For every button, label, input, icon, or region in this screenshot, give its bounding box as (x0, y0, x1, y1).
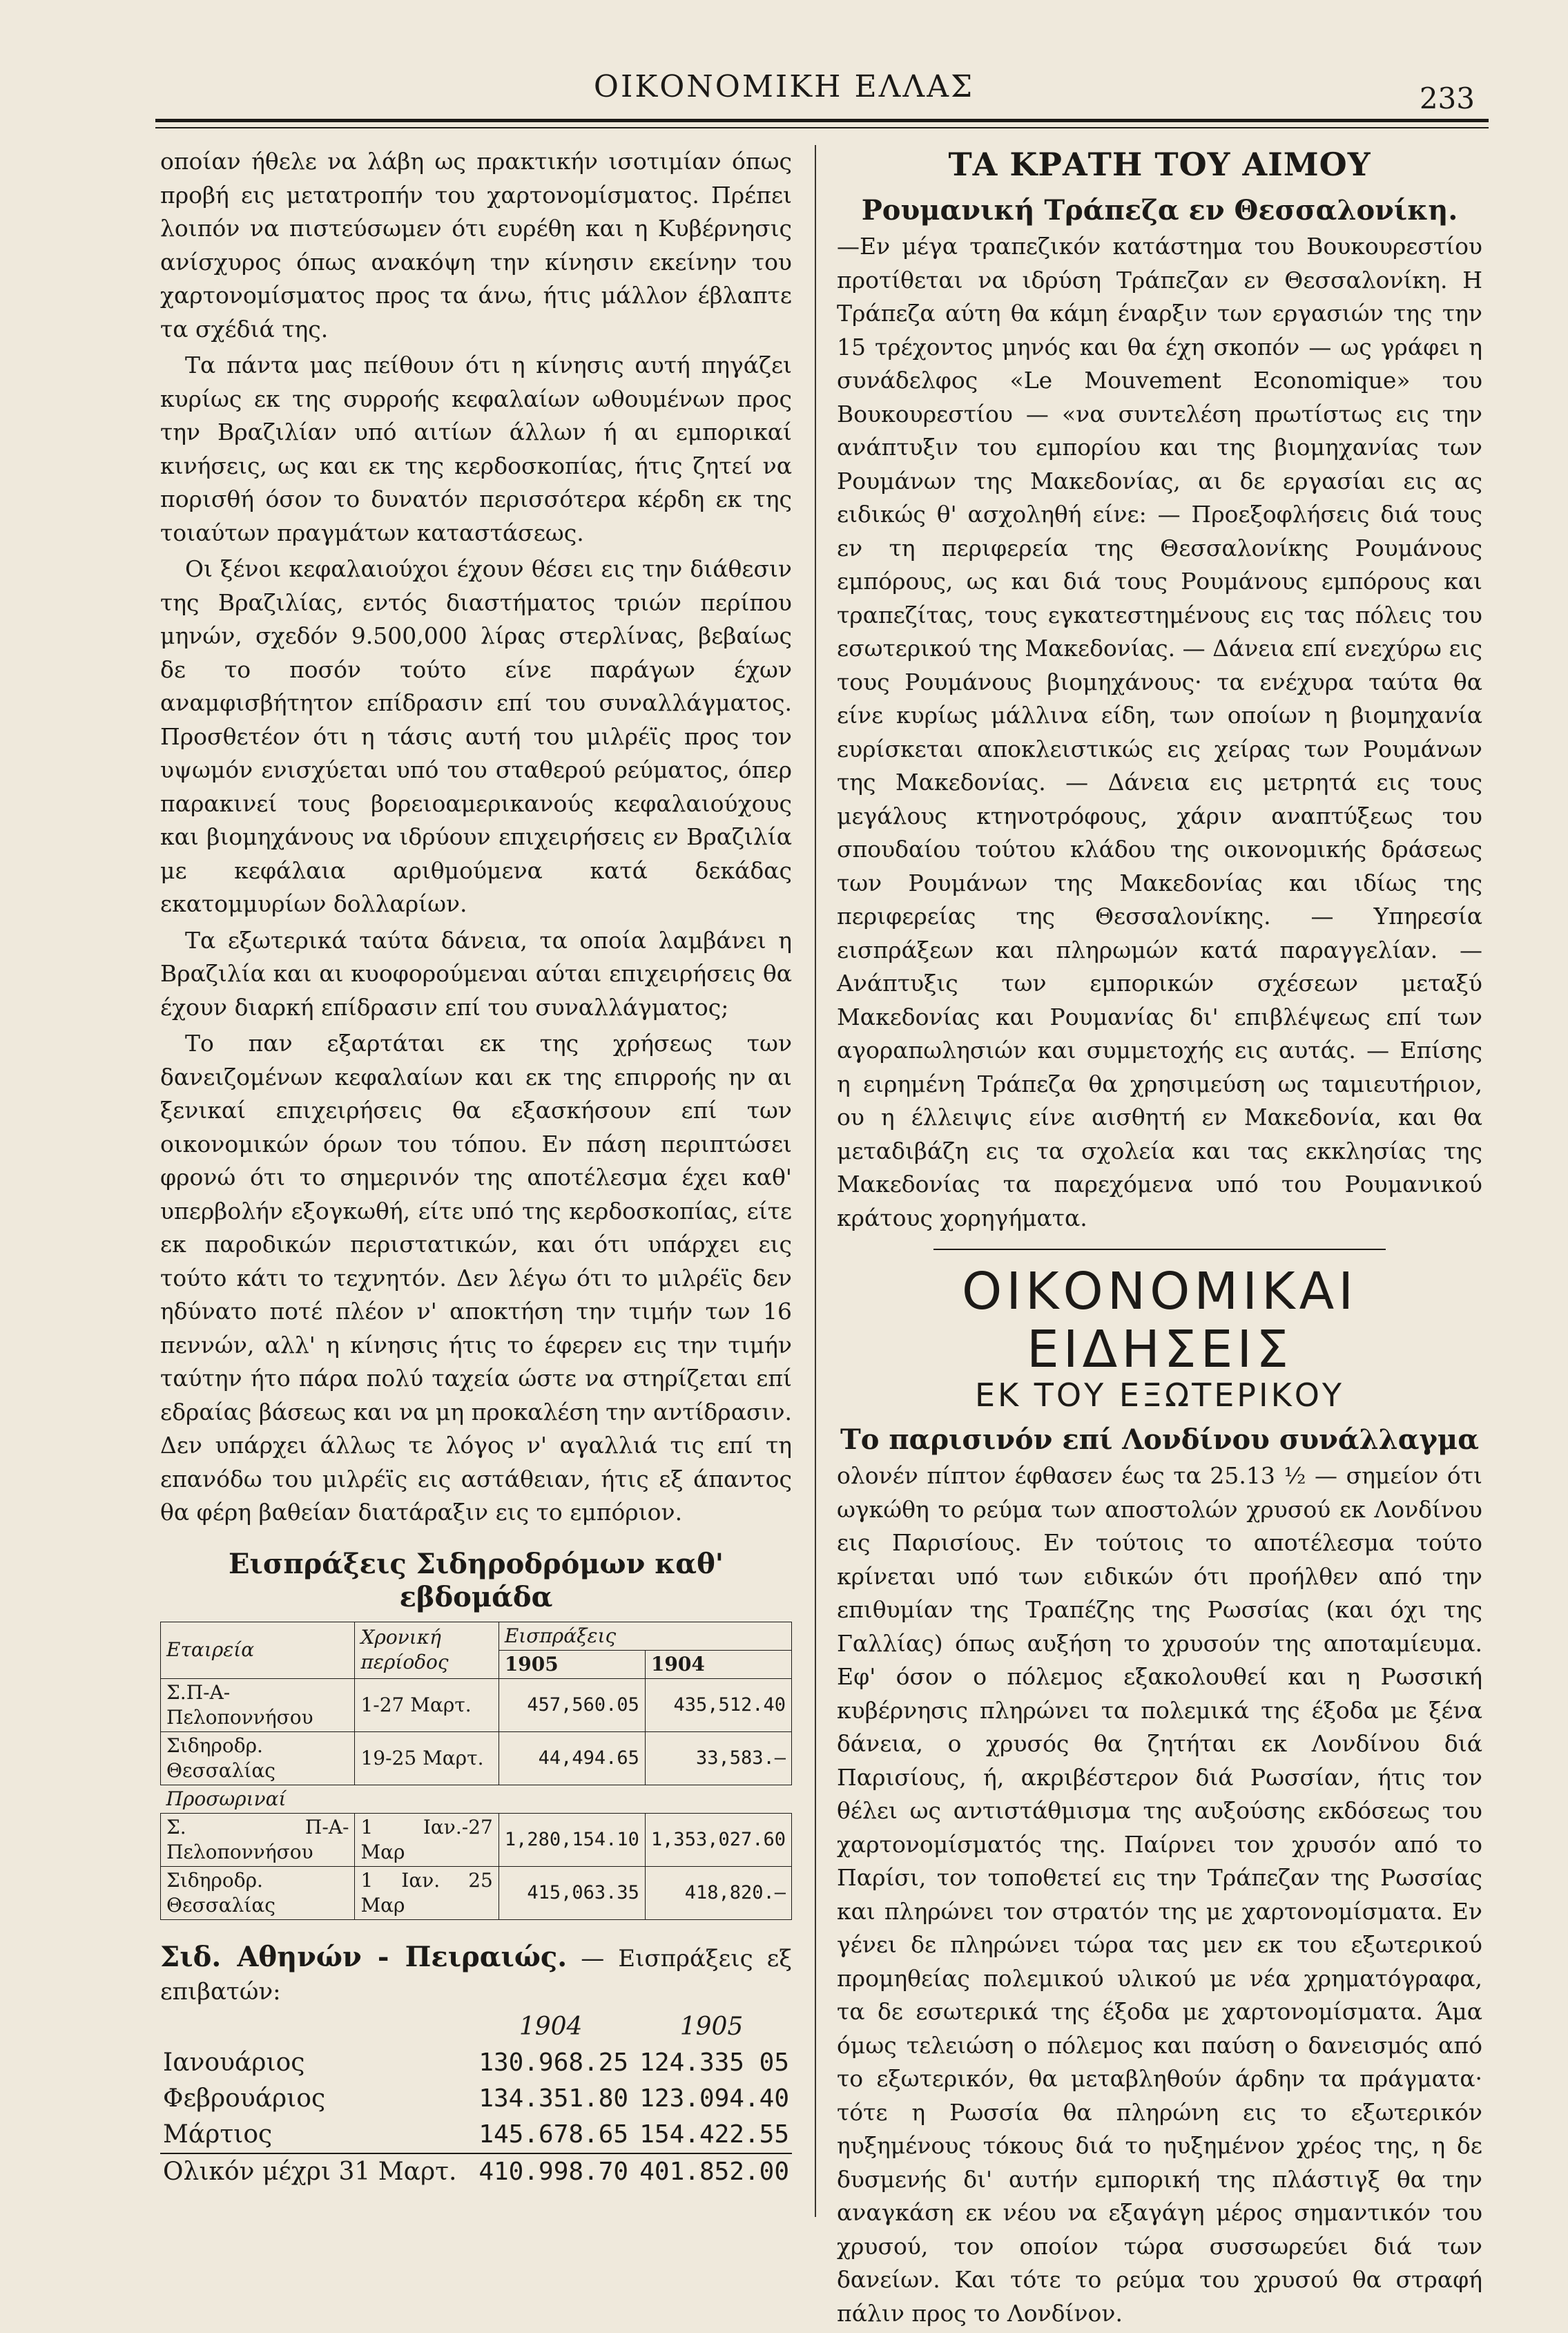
section-divider (837, 1243, 1482, 1254)
col-company: Εταιρεία (161, 1622, 355, 1678)
cell-company: Σιδηροδρ. Θεσσαλίας (161, 1866, 355, 1919)
paragraph: Το παν εξαρτάται εκ της χρήσεως των δανειζομένων κεφαλαίων και εκ της επιρροής ην αι ξενικαί επιχειρήσεις θα εξασκήσουν επί των οικονομικών όρων του τόπου. Εν πάση περιπτώσει φρονώ ότι το σημερινόν της αποτέλεσμα έχει καθ' υπερβολήν εξογκωθή, είτε υπό της κερδοσκοπίας, είτε εκ παροδικών περιστατικών, και ότι υπάρχει εις τούτο κάτι το τεχνητόν. Δεν λέγω ότι το μιλρέϊς δεν ηδύνατο ποτέ πλέον ν' αποκτήση την τιμήν των 16 πεννών, αλλ' η κίνησις ήτις το έφερεν εις την τιμήν ταύτην ήτο πάρα πολύ ταχεία ώστε να στηρίζεται επί εδραίας βάσεως και να μη προκαλέση την αντίδρασιν. Δεν υπάρχει άλλως τε λόγος ν' αγαλλιά τις επί τη επανόδω του μιλρέϊς εις αστάθειαν, ήτις εξ άπαντος θα φέρη βαθείαν διατάραξιν εις το εμπόριον. (160, 1030, 792, 1526)
paragraph: Οι ξένοι κεφαλαιούχοι έχουν θέσει εις την διάθεσιν της Βραζιλίας, εντός διαστήματος τριών περίπου μηνών, σχεδόν 9.500,000 λίρας στερλίνας, βεβαίως δε το ποσόν τούτο είνε παράγων έχων αναμφισβήτητον επίδρασιν επί του συναλλάγματος. Προσθετέον ότι η τάσις αυτή του μιλρέϊς προς τον υψωμόν ενισχύεται υπό του σταθερού ρεύματος, όπερ παρακινεί τους βορειοαμερικανούς κεφαλαιούχους και βιομηχάνους να ιδρύουν επιχειρήσεις εν Βραζιλία με κεφάλαια αριθμούμενα κατά δεκάδας εκατομμυρίων δολλαρίων. (160, 555, 792, 917)
cell-value-b: 435,512.40 (645, 1678, 791, 1731)
cell-value-a: 415,063.35 (499, 1866, 645, 1919)
cell-period: 1 Ιαν.-27 Μαρ (355, 1813, 499, 1866)
athens-subtitle: — Εισπράξεις εξ επιβατών: (160, 1944, 793, 2006)
cell-company: Σ.Π-Α-Πελοποννήσου (161, 1678, 355, 1731)
cell-value-a: 130.968.25 (478, 2048, 629, 2077)
article-text: —Εν μέγα τραπεζικόν κατάστημα του Βουκουρεστίου προτίθεται να ιδρύση Τράπεζαν εν Θεσσαλονίκη. Η Τράπεζα αύτη θα κάμη έναρξιν των εργασιών της την 15 τρέχοντος μηνός και θα έχη σκοπόν — ως γράφει η συνάδελφος «Le Mouvement Economique» του Βουκουρεστίου — «να συντελέση πρωτίστως εις την ανάπτυξιν του εμπορίου και της βιομηχανίας των Ρουμάνων της Μακεδονίας, αι δε εργασίαι εις ας ειδικώς θ' ασχοληθή είνε: — Προεξοφλήσεις διά τους εν τη περιφερεία της Θεσσαλονίκης Ρουμάνους εμπόρους, ως και διά τους Ρουμάνους εμπόρους και τραπεζίτας, τους εγκατεστημένους εις τας πόλεις του εσωτερικού της Μακεδονίας. — Δάνεια επί ενεχύρω εις τους Ρουμάνους βιομηχάνους· τα ενέχυρα ταύτα θα είνε κυρίως μάλλινα είδη, των οποίων η βιομηχανία ευρίσκεται αποκλειστικώς εις χείρας των Ρουμάνων της Μακεδονίας. — Δάνεια εις μετρητά εις τους μεγάλους κτηνοτρόφους, χάριν αναπτύξεως του σπουδαίου τούτου κλάδου της οικονομικής δράσεως των Ρουμάνων της Μακεδονίας και ιδίως της περιφερείας της Θεσσαλονίκης. — Υπηρεσία εισπράξεων και πληρωμών κατά παραγγελίαν. — Ανάπτυξις των εμπορικών σχέσεων μεταξύ Μακεδονίας και Ρουμανίας δι' επιβλέψεως επί των αγοραπωλησιών και συμμετοχής εις αυτάς. — Επίσης η ειρημένη Τράπεζα θα χρησιμεύση ως ταμιευτήριον, ου η έλλειψις είνε αισθητή εν Μακεδονία, και θα μεταδιβάζη εις τα σχολεία και τας εκκλησίας της Μακεδονίας τα παρεχόμενα υπό του Ρουμανικού κράτους χορηγήματα. (837, 233, 1482, 1231)
paragraph: Τα εξωτερικά ταύτα δάνεια, τα οποία λαμβάνει η Βραζιλία και αι κυοφορούμεναι αύται επιχειρήσεις θα έχουν διαρκή επίδρασιν επί του συναλλάγματος; (160, 926, 792, 1021)
left-column (160, 145, 792, 2190)
article-subhead: Το παρισινόν επί Λονδίνου συνάλλαγμα (840, 1423, 1479, 1456)
total-row (160, 2153, 792, 2190)
cell-value-b: 418,820.— (645, 1866, 791, 1919)
col-period: Χρονική περίοδος (355, 1622, 499, 1678)
col-year-b: 1904 (645, 1650, 791, 1678)
cell-month: Φεβρουάριος (163, 2084, 326, 2113)
table-row (161, 1813, 792, 1866)
table-row (160, 2081, 792, 2117)
article-subhead: Ρουμανική Τράπεζα εν Θεσσαλονίκη. (861, 193, 1458, 227)
cell-value-a: 1,280,154.10 (499, 1813, 645, 1866)
section-title: ΤΑ ΚΡΑΤΗ ΤΟΥ ΑΙΜΟΥ (948, 146, 1371, 183)
col-year-a: 1904 (519, 2012, 583, 2041)
column-divider (815, 145, 816, 2217)
cell-value-a: 457,560.05 (499, 1678, 645, 1731)
table-group-row (161, 1785, 792, 1813)
col-receipts: Εισπράξεις (499, 1622, 791, 1650)
cell-value-b: 154.422.55 (639, 2120, 789, 2149)
news-banner-title: ΟΙΚΟΝΟΜΙΚΑΙ ΕΙΔΗΣΕΙΣ (961, 1262, 1358, 1379)
total-value-b: 401.852.00 (631, 2153, 792, 2190)
provisional-label: Προσωριναί (161, 1785, 792, 1813)
table-row (161, 1866, 792, 1919)
cell-period: 1-27 Μαρτ. (355, 1678, 499, 1731)
paragraph: οποίαν ήθελε να λάβη ως πρακτικήν ισοτιμίαν όπως προβή εις μετατροπήν του χαρτονομίσματος. Πρέπει λοιπόν να πιστεύσωμεν ότι ευρέθη και η Κυβέρνησις ανίσχυρος όπως ανακόψη την κίνησιν εκείνην του χαρτονομίσματος προς τα άνω, ήτις μάλλον έβλαπτε τα σχέδιά της. (160, 148, 792, 343)
header-rule (155, 119, 1489, 122)
cell-value-b: 124.335 05 (639, 2048, 789, 2077)
table-row (161, 1678, 792, 1731)
cell-value-a: 134.351.80 (478, 2084, 629, 2113)
paragraph: Τα πάντα μας πείθουν ότι η κίνησις αυτή πηγάζει κυρίως εκ της συρροής κεφαλαίων ωθουμένων προς την Βραζιλίαν υπό αιτίων άλλων ή αι εμπορικαί κινήσεις, ως και εκ της κερδοσκοπίας, ήτις ζητεί να πορισθή όσον το δυνατόν περισσότερα κέρδη εκ της τοιαύτων πραγμάτων καταστάσεως. (160, 352, 792, 546)
athens-table (160, 2009, 792, 2190)
cell-period: 19-25 Μαρτ. (355, 1731, 499, 1785)
cell-company: Σιδηροδρ. Θεσσαλίας (161, 1731, 355, 1785)
cell-value-b: 1,353,027.60 (645, 1813, 791, 1866)
news-banner-subtitle: ΕΚ ΤΟΥ ΕΞΩΤΕΡΙΚΟΥ (974, 1376, 1345, 1414)
table-row (160, 2117, 792, 2153)
cell-period: 1 Ιαν. 25 Μαρ (355, 1866, 499, 1919)
cell-month: Ιανουάριος (163, 2048, 305, 2077)
cell-value-b: 123.094.40 (639, 2084, 789, 2113)
total-value-a: 410.998.70 (470, 2153, 631, 2190)
col-year-a: 1905 (499, 1650, 645, 1678)
revenue-table (160, 1622, 792, 1920)
right-column (837, 145, 1482, 2333)
table-row (161, 1731, 792, 1785)
cell-value-a: 145.678.65 (478, 2120, 629, 2149)
page-number: 233 (1419, 81, 1475, 115)
cell-value-a: 44,494.65 (499, 1731, 645, 1785)
running-title: ΟΙΚΟΝΟΜΙΚΗ ΕΛΛΑΣ (593, 69, 975, 104)
revenue-table-title: Εισπράξεις Σιδηροδρόμων καθ' εβδομάδα (228, 1547, 724, 1613)
cell-value-b: 33,583.— (645, 1731, 791, 1785)
athens-heading (160, 1941, 792, 2009)
cell-month: Μάρτιος (163, 2120, 273, 2149)
athens-title: Σιδ. Αθηνών - Πειραιώς. (160, 1940, 568, 1973)
table-row (160, 2045, 792, 2081)
cell-company: Σ. Π-Α-Πελοποννήσου (161, 1813, 355, 1866)
total-label: Ολικόν μέχρι 31 Μαρτ. (160, 2153, 470, 2190)
article-text: ολονέν πίπτον έφθασεν έως τα 25.13 ½ — σημείον ότι ωγκώθη το ρεύμα των αποστολών χρυσού εκ Λονδίνου εις Παρισίους. Εν τούτοις το αποτέλεσμα τούτο κρίνεται υπό των ειδικών ότι προήλθεν από την επιθυμίαν της Τραπέζης της Ρωσσίας (και όχι της Γαλλίας) όπως αυξήση το χρυσούν της αποταμίευμα. Εφ' όσον ο πόλεμος εξακολουθεί και η Ρωσσική κυβέρνησις πληρώνει τα πολεμικά της έξοδα με ξένα δάνεια, ο χρυσός θα ζητήται εκ Λονδίνου διά Παρισίους, ή, ακριβέστερον διά Ρωσσίαν, ήτις τον θέλει ως αντιστάθμισμα της αυξούσης εκδόσεως του χαρτονομίσματός της. Παίρνει τον χρυσόν από το Παρίσι, τον τοποθετεί εις την Τράπεζαν της Ρωσσίας και πληρώνει τον στρατόν της με χαρτονομίσματα. Εν γένει δε πληρώνει τώρα τας μεν εκ του εξωτερικού προμηθείας πολεμικού υλικού με νέα χρηματόγραφα, τα δε εσωτερικά της έξοδα με χαρτονομίσματα. Άμα όμως τελειώση ο πόλεμος και παύση ο δανεισμός από το εξωτερικόν, θα μεταβληθούν άρδην τα πράγματα· τότε η Ρωσσία θα πληρώνη εις το εξωτερικόν ηυξημένους τόκους διά το ηυξημένον χρέος της, η δε δυσμενής δι' αυτήν εμπορική της πλάστιγξ θα την αναγκάση εκ νέου να εξαγάγη μέρος σημαντικόν του χρυσού, τον οποίον τώρα συσσωρεύει διά των δανείων. Και τότε το ρεύμα του χρυσού θα στραφή πάλιν προς το Λονδίνον. (837, 1462, 1482, 2327)
header-rule-thin (155, 127, 1489, 128)
col-year-b: 1905 (679, 2012, 744, 2041)
